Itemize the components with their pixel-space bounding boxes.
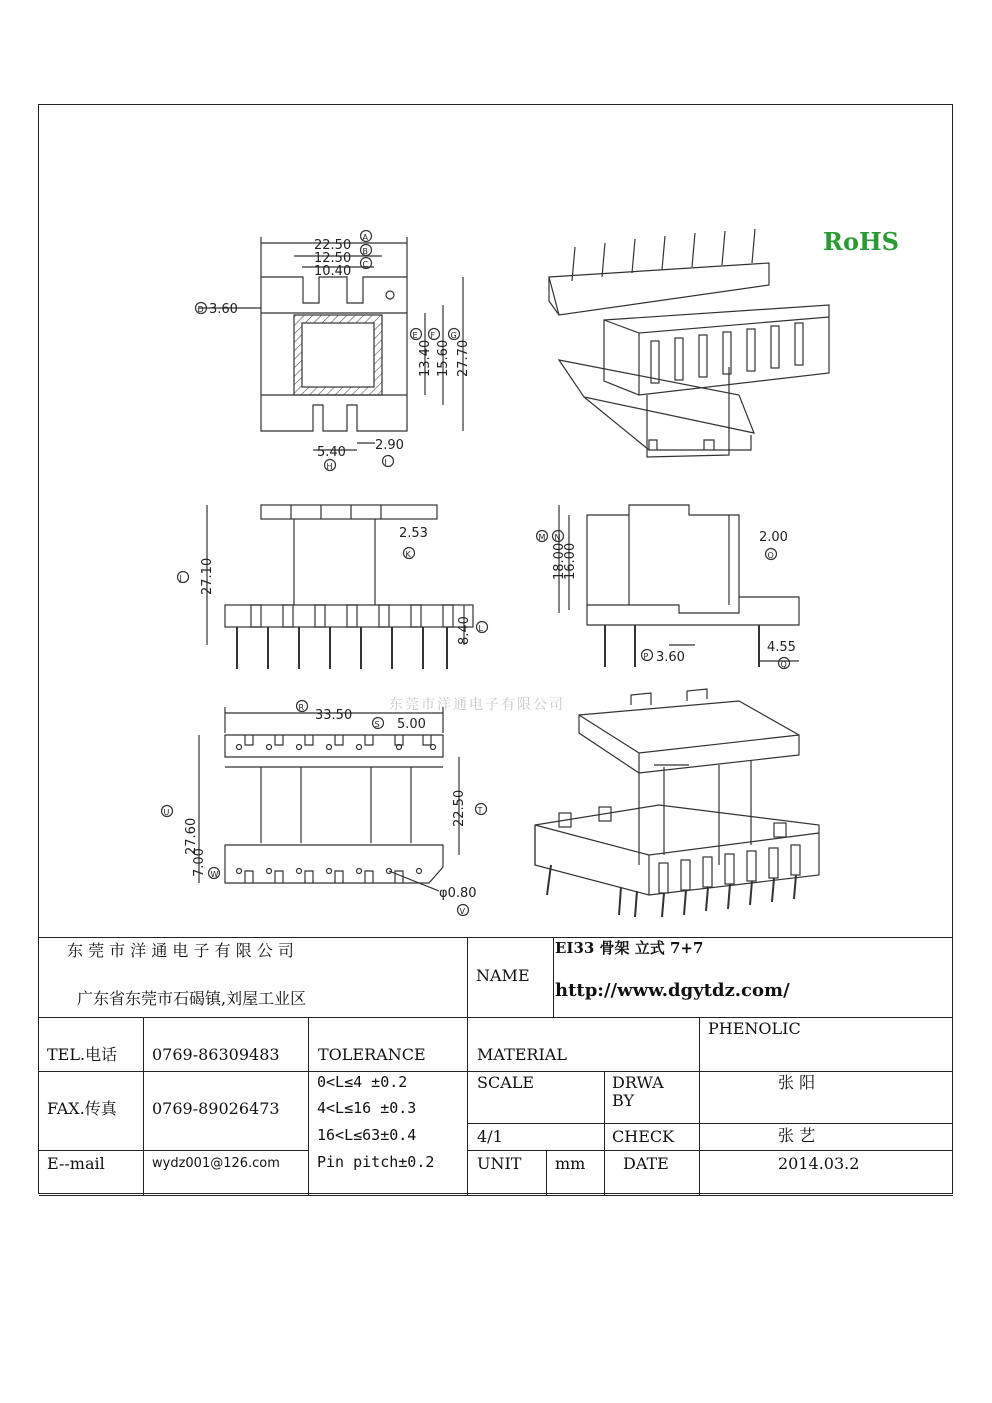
- marker-b: B: [362, 247, 368, 256]
- marker-n: N: [554, 533, 561, 542]
- dim-s-value: 5.00: [397, 717, 426, 732]
- marker-q: Q: [780, 660, 787, 669]
- marker-o: O: [767, 551, 774, 560]
- drawing-sheet: [38, 104, 953, 1194]
- side-view: [537, 505, 800, 669]
- drawn-by-label: DRWA BY: [612, 1073, 664, 1110]
- drawn-by-cell: [700, 1072, 953, 1124]
- marker-k: K: [405, 550, 411, 559]
- material-label: MATERIAL: [477, 1045, 567, 1064]
- check-label: CHECK: [612, 1127, 675, 1146]
- drawn-by-value: 张 阳: [778, 1073, 816, 1092]
- dim-l-value: 8.40: [457, 616, 472, 645]
- marker-c: C: [362, 260, 369, 269]
- technical-drawing: [39, 105, 954, 937]
- marker-e: E: [412, 331, 418, 340]
- dim-o-value: 2.00: [759, 530, 788, 545]
- email-cell: [144, 1151, 309, 1196]
- company-website[interactable]: http://www.dgytdz.com/: [555, 980, 790, 1001]
- product-cell: [554, 938, 953, 1018]
- tel-cell: [144, 1018, 309, 1072]
- marker-v: V: [459, 907, 465, 916]
- marker-l: L: [478, 624, 483, 633]
- material-label-cell: [468, 1018, 700, 1072]
- dim-n-value: 16.00: [563, 542, 578, 580]
- fax-label-cell: [39, 1072, 144, 1151]
- dim-k-value: 2.53: [399, 526, 428, 541]
- marker-j: J: [179, 574, 182, 583]
- fax-label: FAX.传真: [47, 1099, 117, 1118]
- unit-cell: [547, 1151, 605, 1196]
- marker-h: H: [326, 462, 333, 471]
- email-label-cell: [39, 1151, 144, 1196]
- dim-t-value: 22.50: [452, 789, 467, 827]
- scale-cell: [468, 1124, 605, 1151]
- top-view: [196, 231, 472, 472]
- marker-a: A: [362, 233, 368, 242]
- dim-q-value: 4.55: [767, 640, 796, 655]
- date-cell: [700, 1151, 953, 1196]
- marker-g: G: [450, 331, 457, 340]
- marker-t: T: [477, 806, 483, 815]
- dim-h-value: 5.40: [317, 445, 346, 460]
- scale-label-cell: [468, 1072, 605, 1124]
- tolerance-label-cell: [309, 1018, 468, 1072]
- marker-r: R: [298, 703, 305, 712]
- dim-i-value: 2.90: [375, 438, 404, 453]
- unit-label-cell: [468, 1151, 547, 1196]
- dim-r-value: 33.50: [315, 708, 353, 723]
- drawing-svg: [39, 105, 954, 937]
- tolerance-row-1: 0<L≤4 ±0.2: [317, 1073, 408, 1091]
- company-name: 东 莞 市 洋 通 电 子 有 限 公 司: [67, 941, 294, 960]
- marker-m: M: [538, 533, 546, 542]
- dim-m-value: 18.00: [552, 542, 567, 580]
- front-view: [178, 505, 488, 669]
- tolerance-row-2: 4<L≤16 ±0.3: [317, 1099, 417, 1117]
- scale-label: SCALE: [477, 1073, 535, 1092]
- unit-value: mm: [555, 1154, 586, 1173]
- tolerance-cell: [309, 1072, 468, 1196]
- bottom-view: [162, 701, 487, 917]
- material-value: PHENOLIC: [708, 1019, 801, 1038]
- marker-u: U: [163, 808, 170, 817]
- isometric-assembled-view: [535, 689, 819, 917]
- marker-f: F: [430, 331, 436, 340]
- tolerance-label: TOLERANCE: [318, 1045, 426, 1064]
- rohs-label: RoHS: [823, 227, 899, 256]
- dim-v-value: φ0.80: [439, 886, 477, 901]
- material-cell: [700, 1018, 953, 1072]
- tel-label: TEL.电话: [47, 1045, 118, 1064]
- tolerance-row-4: Pin pitch±0.2: [317, 1153, 435, 1171]
- dim-f-value: 15.60: [436, 339, 451, 377]
- isometric-exploded-view: [549, 229, 829, 457]
- email-label: E--mail: [47, 1154, 105, 1173]
- dim-j-value: 27.10: [200, 557, 215, 595]
- marker-p: P: [643, 652, 649, 661]
- dim-w-value: 7.00: [192, 848, 207, 877]
- date-label: DATE: [623, 1154, 669, 1173]
- dim-d-value: 3.60: [209, 302, 238, 317]
- dim-b-value: 12.50: [314, 251, 352, 266]
- name-label-cell: [468, 938, 554, 1018]
- name-label: NAME: [476, 966, 530, 985]
- marker-w: W: [210, 870, 219, 879]
- drawn-by-label-cell: [605, 1072, 700, 1124]
- dim-e-value: 13.40: [418, 339, 433, 377]
- tel-value: 0769-86309483: [152, 1045, 280, 1064]
- date-label-cell: [605, 1151, 700, 1196]
- marker-i: I: [384, 458, 387, 467]
- marker-s: S: [374, 720, 380, 729]
- company-watermark: 东莞市洋通电子有限公司: [389, 697, 565, 713]
- company-cell: [39, 938, 468, 1018]
- scale-value: 4/1: [477, 1127, 503, 1146]
- checker-value: 张 艺: [778, 1126, 816, 1145]
- check-label-cell: [605, 1124, 700, 1151]
- dim-u-value: 27.60: [184, 817, 199, 855]
- fax-value: 0769-89026473: [152, 1099, 280, 1118]
- date-value: 2014.03.2: [778, 1154, 860, 1173]
- tel-label-cell: [39, 1018, 144, 1072]
- fax-cell: [144, 1072, 309, 1151]
- check-cell: [700, 1124, 953, 1151]
- unit-label: UNIT: [477, 1154, 522, 1173]
- dim-p-value: 3.60: [656, 650, 685, 665]
- dim-c-value: 10.40: [314, 264, 352, 279]
- dim-a-value: 22.50: [314, 238, 352, 253]
- email-value[interactable]: wydz001@126.com: [152, 1156, 280, 1171]
- dim-g-value: 27.70: [456, 339, 471, 377]
- company-address: 广东省东莞市石碣镇,刘屋工业区: [77, 989, 307, 1008]
- tolerance-row-3: 16<L≤63±0.4: [317, 1126, 417, 1144]
- marker-d: D: [197, 305, 204, 314]
- product-name: EI33 骨架 立式 7+7: [555, 939, 704, 957]
